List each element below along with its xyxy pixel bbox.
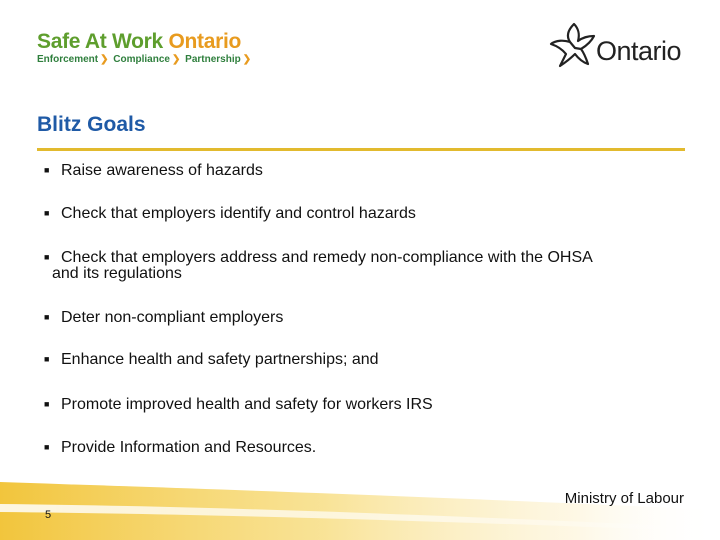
bullet-item xyxy=(44,350,684,369)
logo-sub-compliance: Compliance xyxy=(113,54,170,65)
logo-sub-enforcement: Enforcement xyxy=(37,54,99,65)
bullet-text: Promote improved health and safety for workers IRS xyxy=(61,396,433,413)
logo-word-ontario: Ontario xyxy=(168,30,242,53)
safe-at-work-logo xyxy=(37,30,253,65)
bullet-text: and its regulations xyxy=(52,265,182,282)
bullet-item xyxy=(44,438,684,457)
chevron-right-icon: ❯ xyxy=(100,54,109,65)
bullet-square-icon: ■ xyxy=(44,252,50,262)
bullet-item xyxy=(44,395,684,414)
bullet-square-icon: ■ xyxy=(44,208,50,218)
logo-word-safe-at-work: Safe At Work xyxy=(37,30,163,53)
bullet-square-icon: ■ xyxy=(44,354,50,364)
logo-subtitle xyxy=(37,54,253,65)
bullet-square-icon: ■ xyxy=(44,312,50,322)
bullet-item xyxy=(44,308,684,327)
logo-title xyxy=(37,30,253,54)
bullet-item xyxy=(44,204,684,223)
page-number: 5 xyxy=(45,509,52,521)
bullet-square-icon: ■ xyxy=(44,165,50,175)
ministry-label: Ministry of Labour xyxy=(564,490,684,507)
bullet-square-icon: ■ xyxy=(44,399,50,409)
bullet-text: Provide Information and Resources. xyxy=(61,439,317,456)
title-divider xyxy=(37,148,685,151)
bullet-text: Enhance health and safety partnerships; and xyxy=(61,351,379,368)
bullet-text: Check that employers identify and control hazards xyxy=(61,205,416,222)
bullet-continuation xyxy=(52,265,692,283)
chevron-right-icon: ❯ xyxy=(171,54,181,65)
chevron-right-icon: ❯ xyxy=(242,54,252,65)
ontario-wordmark: Ontario xyxy=(596,36,682,66)
bullet-text: Deter non-compliant employers xyxy=(61,309,284,326)
bullet-text: Raise awareness of hazards xyxy=(61,162,263,179)
bullet-item xyxy=(44,161,684,180)
bullet-text: Check that employers address and remedy non-compliance with the OHSA xyxy=(61,249,593,266)
bullet-square-icon: ■ xyxy=(44,442,50,452)
logo-sub-partnership: Partnership xyxy=(185,54,241,65)
slide-title: Blitz Goals xyxy=(37,113,146,136)
